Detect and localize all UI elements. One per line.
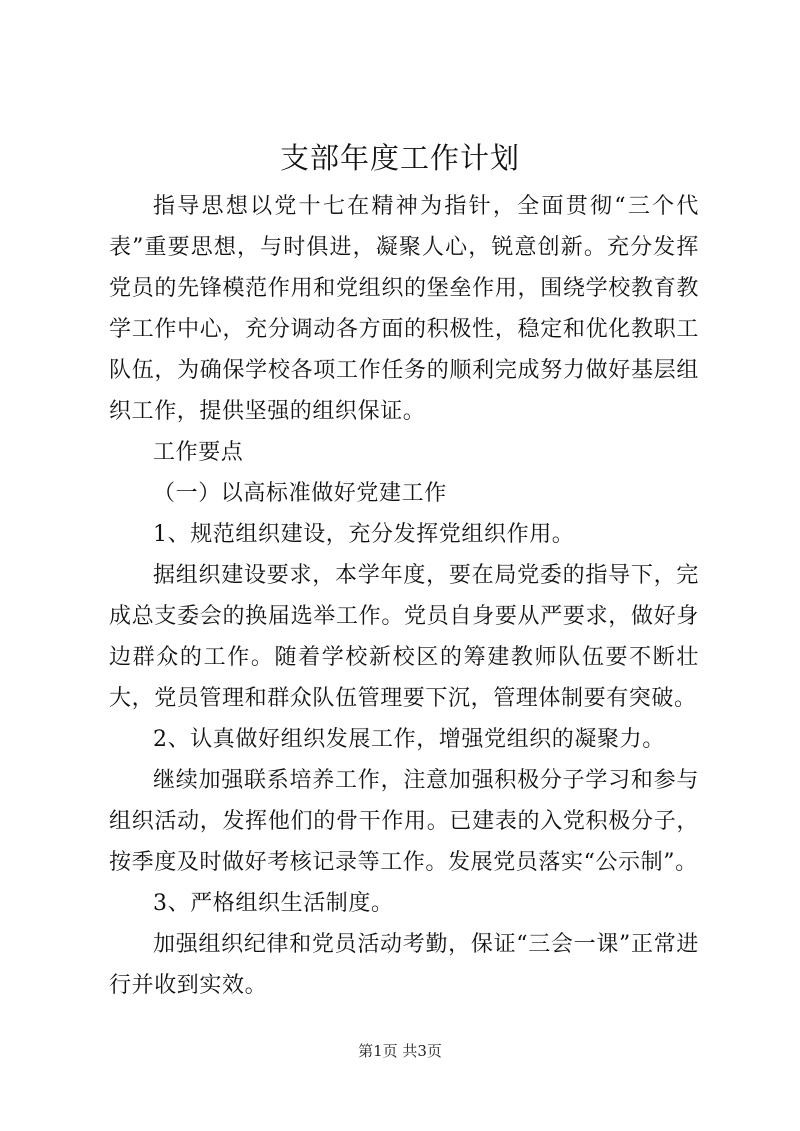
item-heading-organization-construction: 1、规范组织建设，充分发挥党组织作用。 [153, 522, 575, 547]
document-title: 支部年度工作计划 [279, 141, 520, 175]
section-heading-work-points: 工作要点 [153, 440, 244, 465]
subsection-heading-party-building: （一）以高标准做好党建工作 [153, 481, 447, 506]
item-heading-organization-development: 2、认真做好组织发展工作，增强党组织的凝聚力。 [153, 727, 665, 752]
item-heading-organization-life: 3、严格组织生活制度。 [153, 891, 394, 916]
paragraph-guiding-ideology: 指导思想以党十七在精神为指针，全面贯彻“三个代表”重要思想，与时俱进，凝聚人心，锐意创新。充分发挥党员的先锋模范作用和党组织的堡垒作用，围绕学校教育教学工作中心，充分调动各方面的积极性，稳定和优化教职工队伍，为确保学校各项工作任务的顺利完成努力做好基层组织工作，提供坚强的组织保证。 [109, 194, 699, 424]
paragraph-organization-life: 加强组织纪律和党员活动考勤，保证“三会一课”正常进行并收到实效。 [109, 932, 699, 998]
paragraph-organization-construction: 据组织建设要求，本学年度，要在局党委的指导下，完成总支委会的换届选举工作。党员自身要从严要求，做好身边群众的工作。随着学校新校区的筹建教师队伍要不断壮大，党员管理和群众队伍管理要下沉，管理体制要有突破。 [109, 563, 699, 711]
document-body [109, 186, 699, 1006]
page-number-footer: 第1页 共3页 [358, 1042, 442, 1060]
paragraph-organization-development: 继续加强联系培养工作，注意加强积极分子学习和参与组织活动，发挥他们的骨干作用。已建表的入党积极分子，按季度及时做好考核记录等工作。发展党员落实“公示制”。 [109, 768, 699, 875]
